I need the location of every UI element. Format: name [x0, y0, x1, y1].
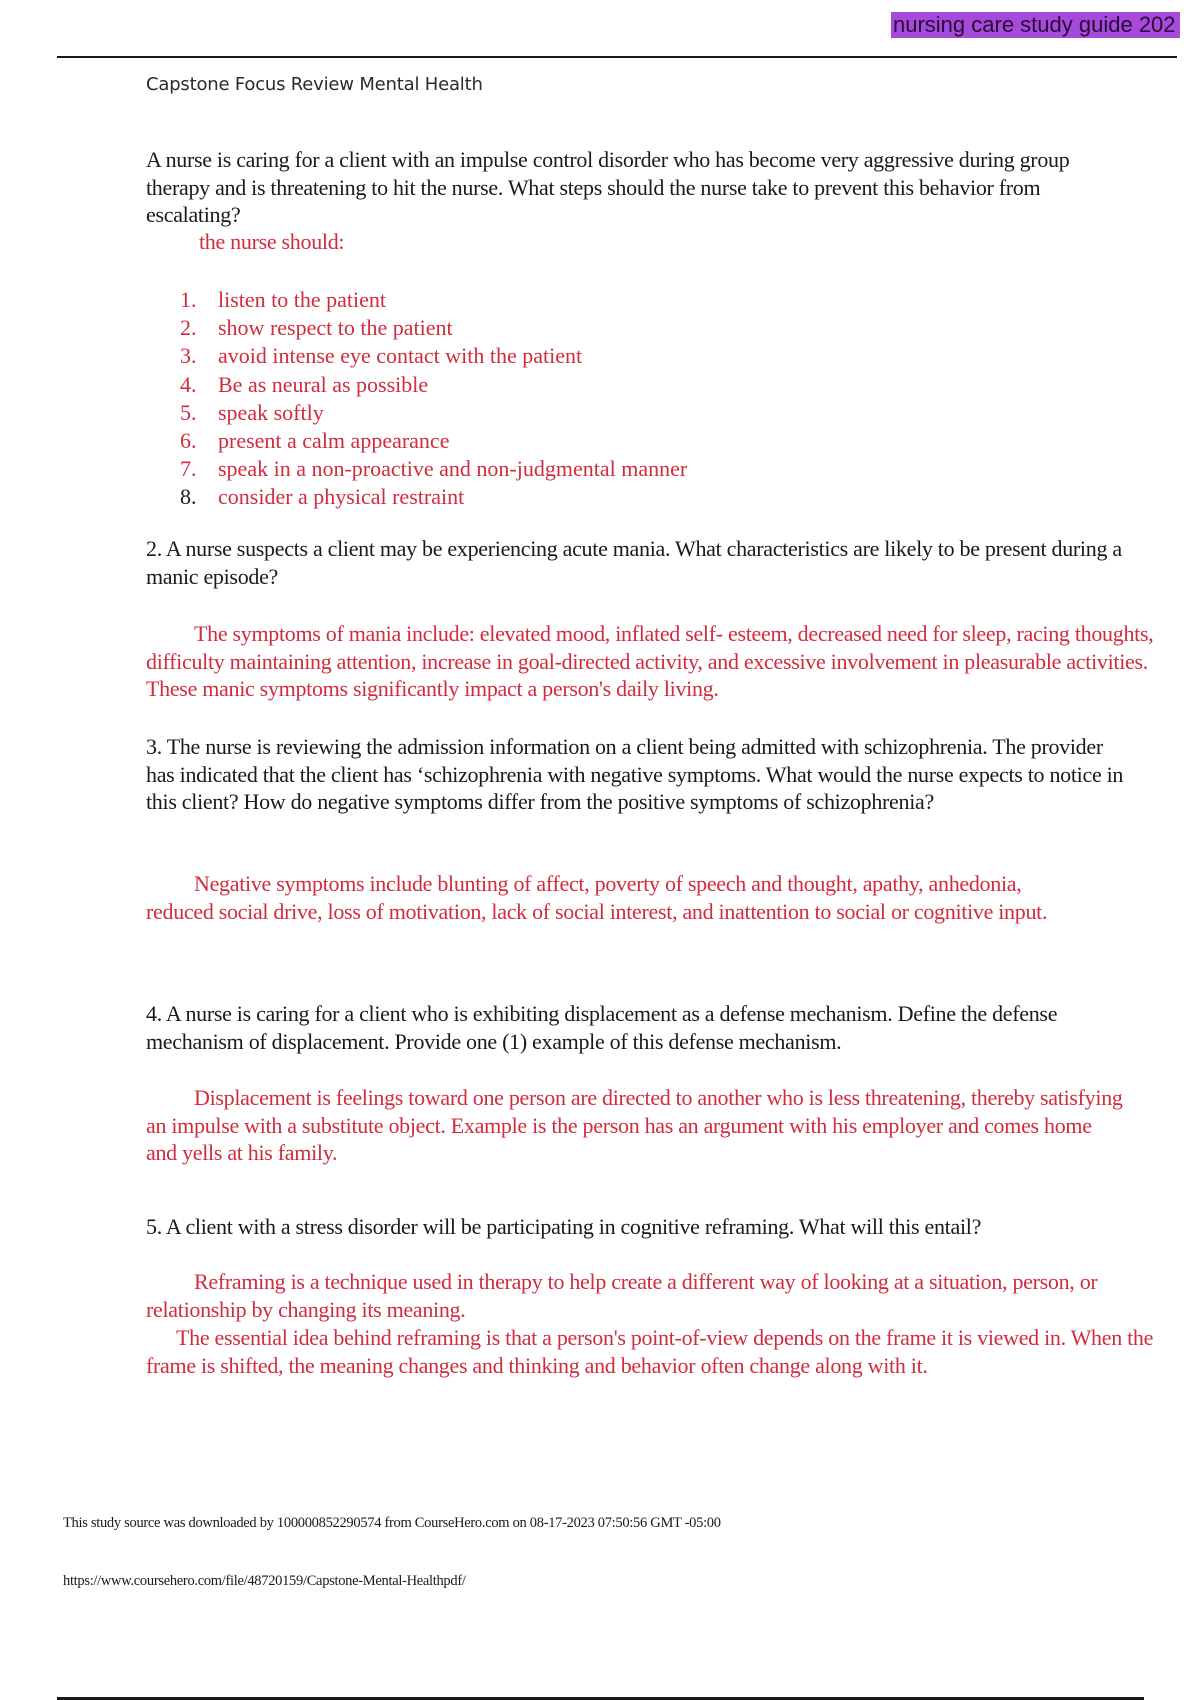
source-url[interactable]: https://www.coursehero.com/file/48720159/Capstone-Mental-Healthpdf/ — [63, 1573, 466, 1589]
answer-5: Reframing is a technique used in therapy to help create a different way of looking at a situation, person, or relationship by changing its meaning. — [146, 1269, 1098, 1322]
list-item: 3. avoid intense eye contact with the patient — [180, 343, 583, 369]
list-item: 1. listen to the patient — [180, 287, 387, 312]
document-title: Capstone Focus Review Mental Health — [146, 74, 483, 95]
question-5: 5. A client with a stress disorder will be participating in cognitive reframing. What will this entail? — [146, 1214, 982, 1239]
list-item: 8. consider a physical restraint — [180, 484, 465, 510]
list-item: 7. speak in a non-proactive and non-judgmental manner — [180, 456, 688, 482]
list-item: 2. show respect to the patient — [180, 315, 453, 341]
answer-2: The symptoms of mania include: elevated mood, inflated self- esteem, decreased need for sleep, racing thoughts, difficulty maintaining attention, increase in goal-directed activity, and excessive involvement in pleasurable activities. These manic symptoms significantly impact a person's daily living. — [146, 621, 1154, 701]
answer-4: Displacement is feelings toward one person are directed to another who is less threatening, thereby satisfying an impulse with a substitute object. Example is the person has an argument with his employer and comes home and yells at his family. — [146, 1085, 1123, 1165]
list-item: 4. Be as neural as possible — [180, 371, 429, 397]
answer-1-list — [180, 286, 687, 512]
list-item: 5. speak softly — [180, 399, 324, 425]
download-notice: This study source was downloaded by 100000852290574 from CourseHero.com on 08-17-2023 07:50:56 GMT -05:00 — [63, 1515, 721, 1531]
question-3: 3. The nurse is reviewing the admission information on a client being admitted with schizophrenia. The provider has indicated that the client has ‘schizophrenia with negative symptoms. What would the nurse expects to notice in this client? How do negative symptoms differ from the positive symptoms of schizophrenia? — [146, 734, 1124, 814]
question-1: A nurse is caring for a client with an impulse control disorder who has become very aggressive during group therapy and is threatening to hit the nurse. What steps should the nurse take to prevent this behavior from escalating? — [146, 147, 1070, 227]
header-rule — [57, 56, 1177, 58]
watermark-banner: nursing care study guide 202 — [891, 12, 1180, 38]
answer-5-continued: The essential idea behind reframing is that a person's point-of-view depends on the frame it is viewed in. When the frame is shifted, the meaning changes and thinking and behavior often change along with it. — [146, 1325, 1154, 1378]
answer-3: Negative symptoms include blunting of affect, poverty of speech and thought, apathy, anhedonia, reduced social drive, loss of motivation, lack of social interest, and inattention to social or cognitive input. — [146, 871, 1048, 924]
question-4: 4. A nurse is caring for a client who is exhibiting displacement as a defense mechanism. Define the defense mechanism of displacement. Provide one (1) example of this defense mechanism. — [146, 1001, 1058, 1054]
question-2: 2. A nurse suspects a client may be experiencing acute mania. What characteristics are likely to be present during a manic episode? — [146, 536, 1122, 589]
answer-1-intro: the nurse should: — [199, 229, 345, 254]
list-item: 6. present a calm appearance — [180, 428, 450, 454]
